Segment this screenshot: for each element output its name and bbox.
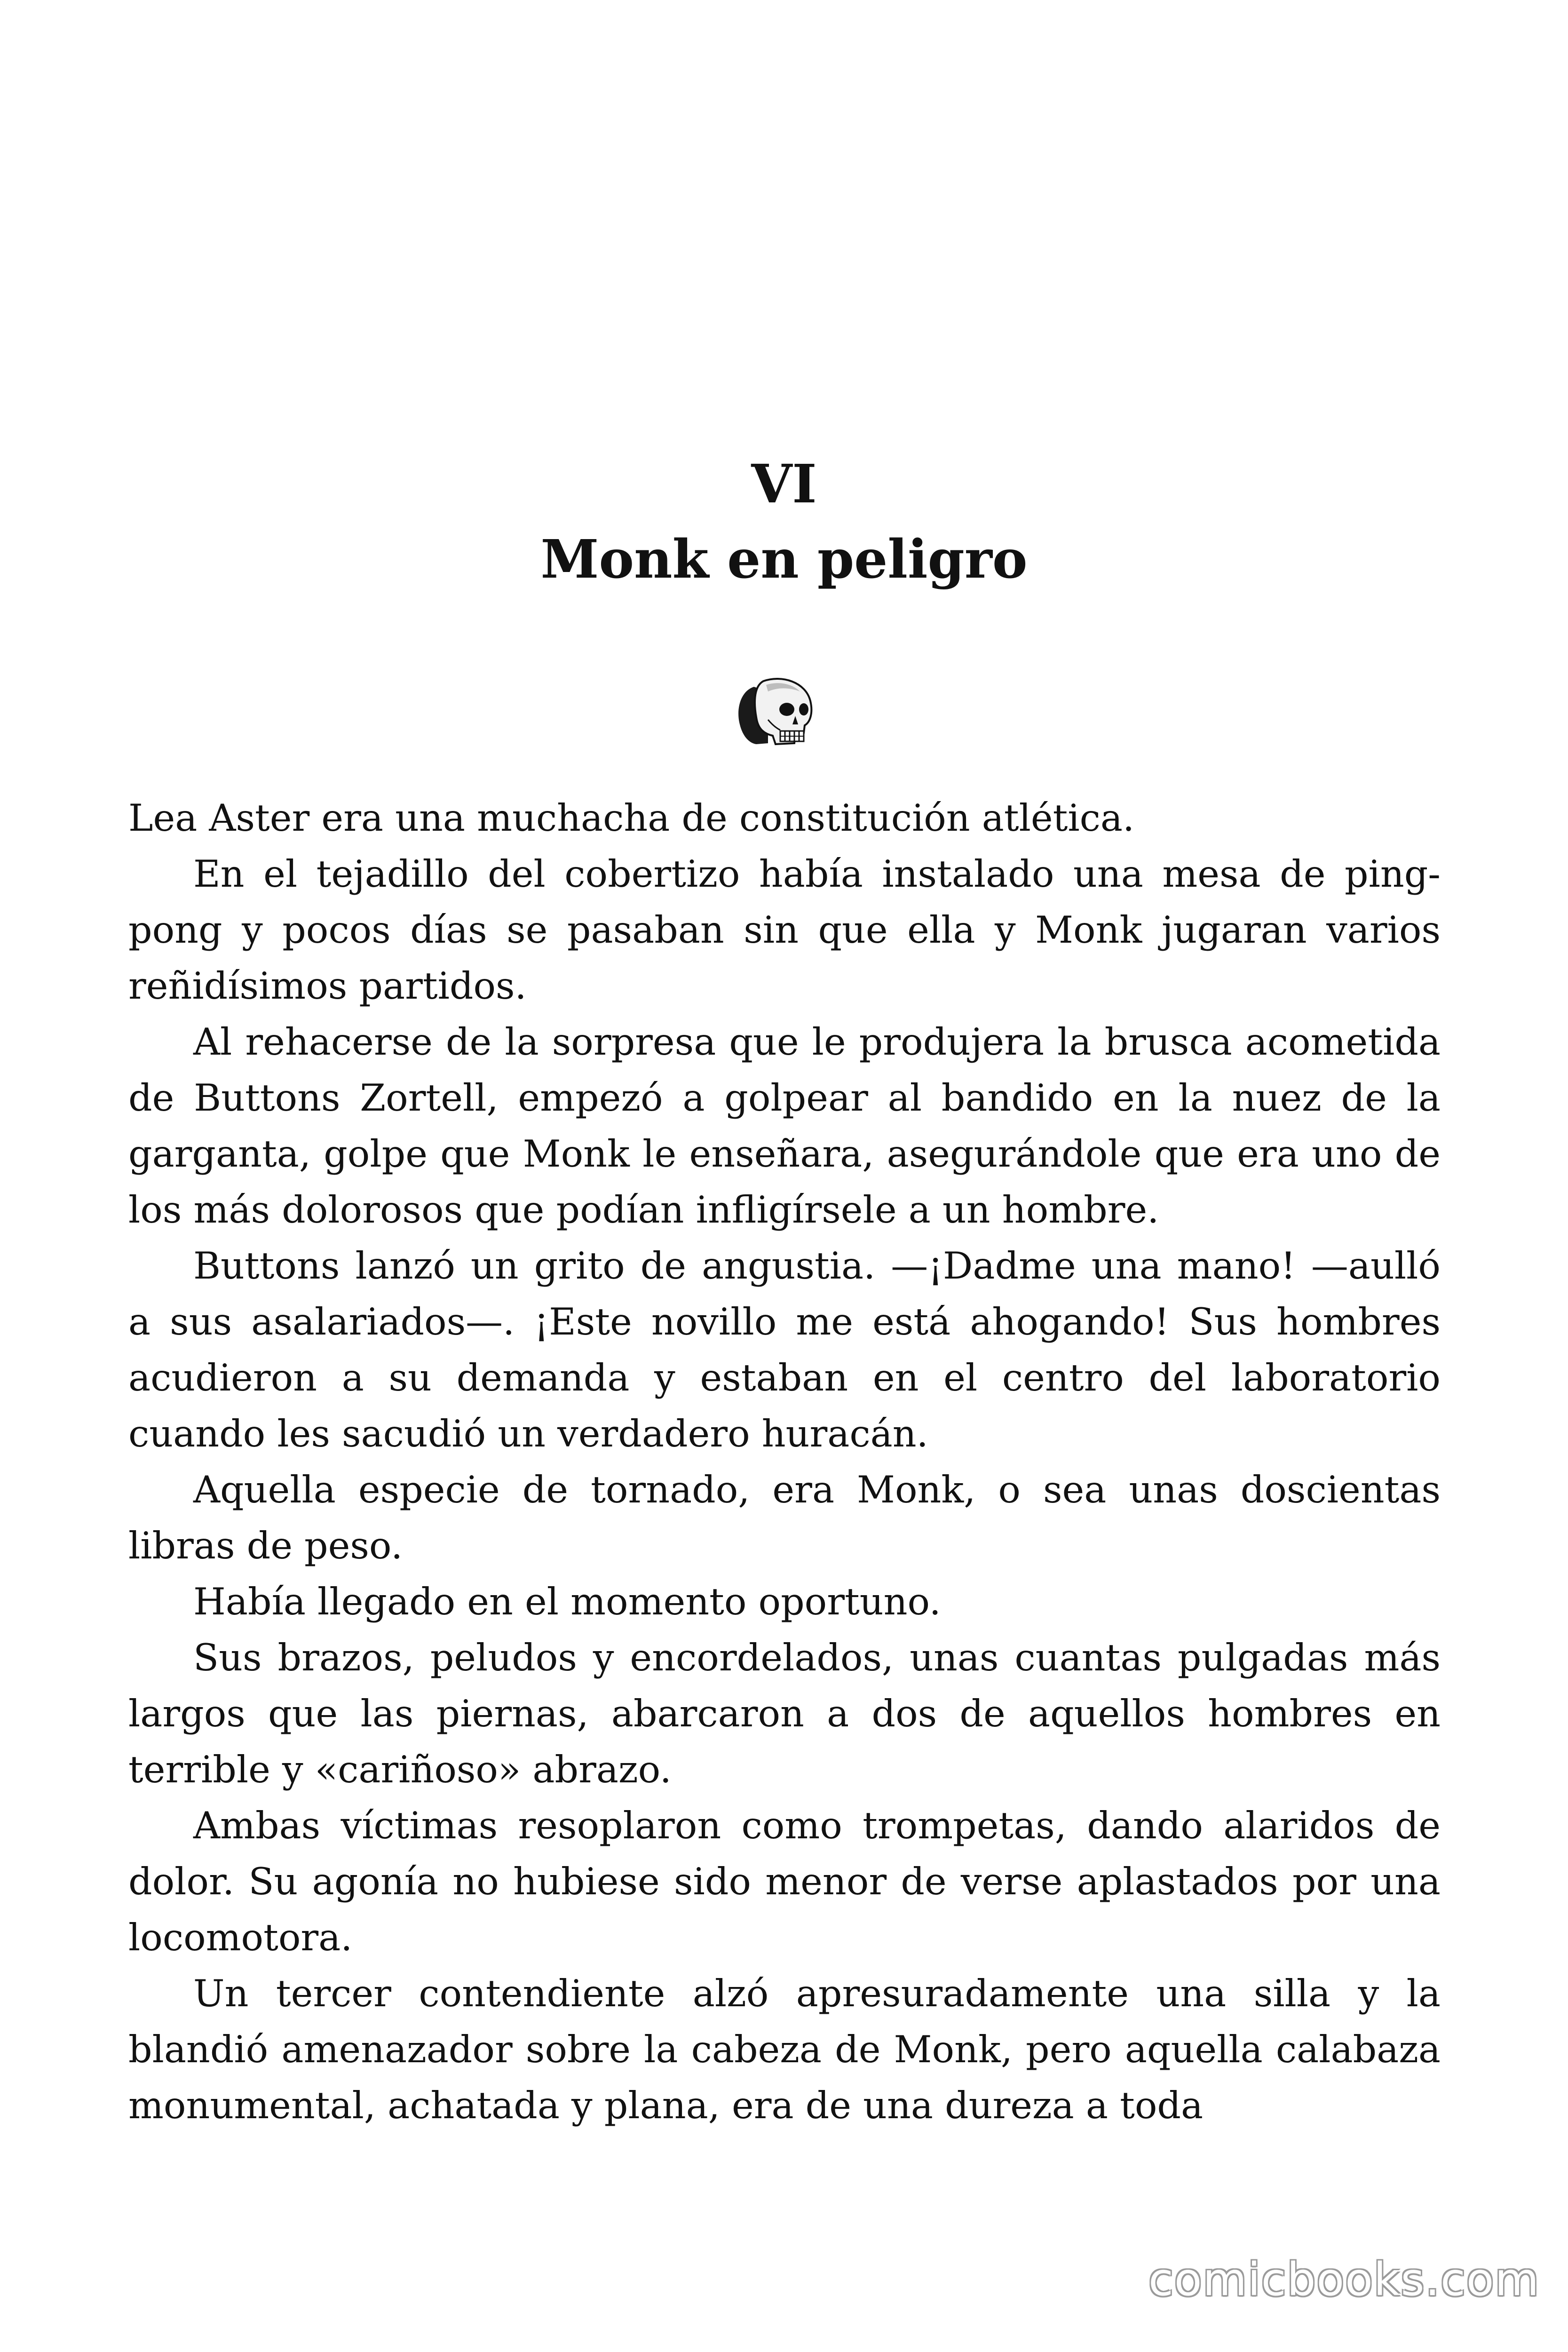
paragraph: Al rehacerse de la sorpresa que le produjera la brusca acometida de Buttons Zortell, empezó a golpear al bandido en la nuez de la garganta, golpe que Monk le enseñara, asegurándole que era uno de los más dolorosos que podían infligírsele a un hombre. [128, 1020, 1441, 1232]
chapter-number: VI [751, 453, 817, 515]
chapter-title: Monk en peligro [540, 529, 1028, 590]
paragraph: Había llegado en el momento oportuno. [193, 1580, 941, 1623]
chapter-body [128, 790, 1441, 2134]
skull-icon [735, 673, 815, 748]
paragraph: Un tercer contendiente alzó apresuradamente una silla y la blandió amenazador sobre la cabeza de Monk, pero aquella calabaza monumental, achatada y plana, era de una dureza a toda [128, 1972, 1441, 2127]
paragraph: Ambas víctimas resoplaron como trompetas, dando alaridos de dolor. Su agonía no hubiese sido menor de verse aplastados por una locomotora. [128, 1804, 1441, 1959]
paragraph: Lea Aster era una muchacha de constitución atlética. [128, 796, 1135, 840]
watermark: comicbooks.com [1148, 2253, 1540, 2306]
paragraph: Aquella especie de tornado, era Monk, o sea unas doscientas libras de peso. [128, 1468, 1441, 1567]
paragraph: Sus brazos, peludos y encordelados, unas cuantas pulgadas más largos que las piernas, abarcaron a dos de aquellos hombres en terrible y «cariñoso» abrazo. [128, 1636, 1441, 1791]
paragraph: Buttons lanzó un grito de angustia. —¡Dadme una mano! —aulló a sus asalariados—. ¡Este novillo me está ahogando! Sus hombres acudieron a su demanda y estaban en el centro del laboratorio cuando les sacudió un verdadero huracán. [128, 1244, 1441, 1455]
paragraph: En el tejadillo del cobertizo había instalado una mesa de ping-pong y pocos días se pasaban sin que ella y Monk jugaran varios reñidísimos partidos. [128, 852, 1441, 1008]
